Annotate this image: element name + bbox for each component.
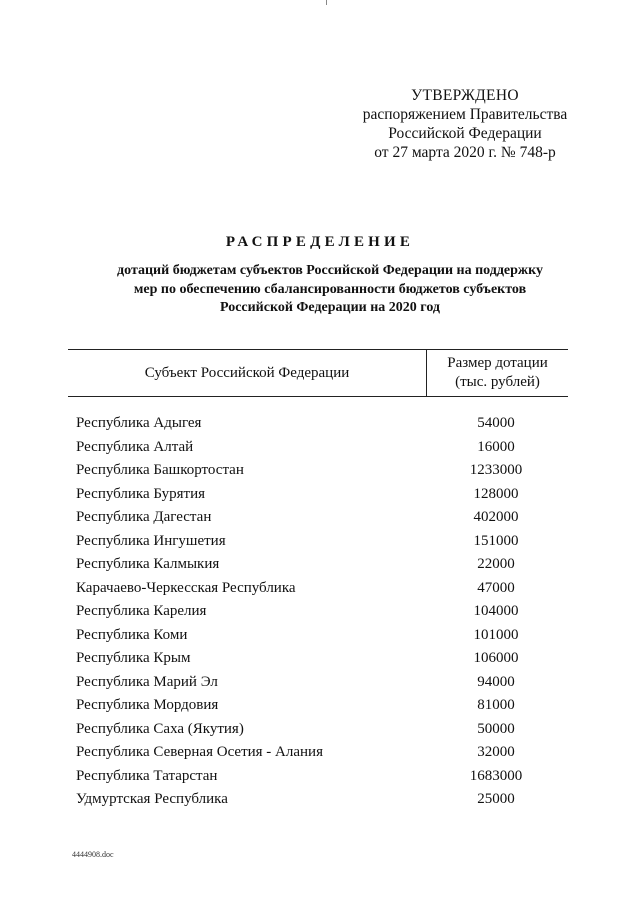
subject-name: Республика Саха (Якутия) <box>76 720 244 737</box>
approval-line-2: Российской Федерации <box>388 125 542 142</box>
subject-name: Республика Адыгея <box>76 415 202 431</box>
document-subtitle <box>60 262 600 318</box>
subsidy-amount: 22000 <box>477 556 515 572</box>
subsidy-amount: 54000 <box>477 415 515 431</box>
table-row <box>76 694 576 718</box>
table-row <box>76 412 576 436</box>
subject-name: Республика Марий Эл <box>76 673 218 690</box>
subsidy-amount: 25000 <box>477 791 515 807</box>
subject-name: Республика Карелия <box>76 603 207 619</box>
table-header <box>68 349 568 397</box>
table-row <box>76 765 576 789</box>
subject-name: Республика Калмыкия <box>76 556 220 572</box>
subtitle-line-1: дотаций бюджетам субъектов Российской Федерации на поддержку <box>117 263 543 278</box>
table-row <box>76 530 576 554</box>
subject-name: Республика Алтай <box>76 438 194 455</box>
subsidy-amount: 32000 <box>477 744 515 760</box>
header-subject: Субъект Российской Федерации <box>144 364 350 381</box>
subject-name: Карачаево-Черкесская Республика <box>76 579 296 596</box>
subsidy-amount: 1683000 <box>469 767 523 784</box>
table-row <box>76 647 576 671</box>
table-row <box>76 671 576 695</box>
document-title: РАСПРЕДЕЛЕНИЕ <box>225 234 415 250</box>
table-row <box>76 459 576 483</box>
footer-file-name: 4444908.doc <box>72 850 114 859</box>
subsidy-amount: 402000 <box>473 509 519 525</box>
subsidy-amount: 1233000 <box>469 462 523 478</box>
table-body <box>76 412 576 812</box>
table-row <box>76 788 576 812</box>
approval-block <box>340 86 590 162</box>
subsidy-amount: 47000 <box>477 579 515 596</box>
table-row <box>76 624 576 648</box>
table-row <box>76 741 576 765</box>
subject-name: Республика Татарстан <box>76 767 218 784</box>
subject-name: Республика Коми <box>76 626 188 643</box>
table-row <box>76 577 576 601</box>
subject-name: Республика Крым <box>76 650 191 666</box>
subtitle-line-2: мер по обеспечению сбалансированности бюджетов субъектов <box>133 281 527 297</box>
subject-name: Республика Дагестан <box>76 509 212 525</box>
header-amount <box>427 354 568 391</box>
approval-line-1: распоряжением Правительства <box>362 106 568 123</box>
subject-name: Удмуртская Республика <box>76 791 228 807</box>
table-row <box>76 436 576 460</box>
table-row <box>76 600 576 624</box>
subsidy-amount: 106000 <box>473 650 519 666</box>
subsidy-amount: 94000 <box>477 673 515 690</box>
subsidy-amount: 104000 <box>473 603 519 619</box>
table-row <box>76 718 576 742</box>
subsidy-amount: 101000 <box>473 626 519 643</box>
subject-name: Республика Ингушетия <box>76 532 226 549</box>
table-row <box>76 553 576 577</box>
subsidy-amount: 50000 <box>477 720 515 737</box>
scan-mark <box>326 0 327 5</box>
approval-stamp: УТВЕРЖДЕНО <box>411 87 519 104</box>
subsidy-amount: 16000 <box>477 438 515 455</box>
table-row <box>76 506 576 530</box>
subsidy-amount: 151000 <box>473 532 519 549</box>
approval-line-3: от 27 марта 2020 г. № 748-р <box>374 144 556 161</box>
table-row <box>76 483 576 507</box>
header-amount-line-1: Размер дотации <box>447 355 548 371</box>
subject-name: Республика Бурятия <box>76 485 206 502</box>
subject-name: Республика Мордовия <box>76 697 219 713</box>
subtitle-line-3: Российской Федерации на 2020 год <box>219 300 440 315</box>
subject-name: Республика Северная Осетия - Алания <box>76 744 323 760</box>
header-amount-line-2: (тыс. рублей) <box>455 373 540 390</box>
subsidy-amount: 128000 <box>473 485 519 502</box>
subject-name: Республика Башкортостан <box>76 462 244 478</box>
subsidy-amount: 81000 <box>477 697 515 713</box>
